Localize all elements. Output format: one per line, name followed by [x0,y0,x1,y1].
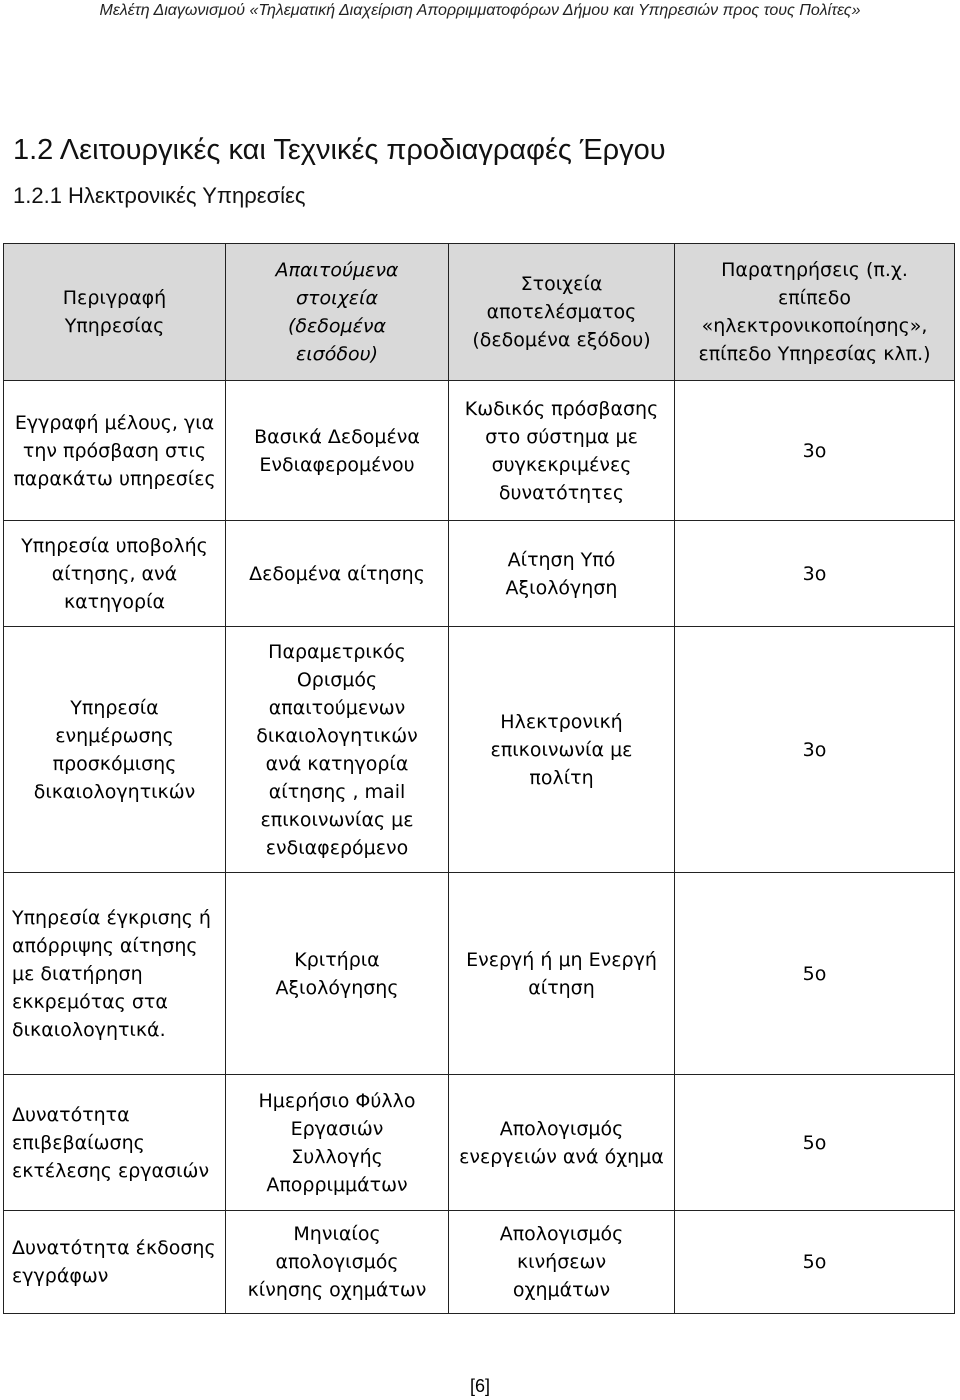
cell-input: Κριτήρια Αξιολόγησης [226,873,449,1075]
table-row [4,1211,955,1314]
header-cell-input: Απαιτούμενα στοιχεία (δεδομένα εισόδου) [226,244,449,381]
cell-level: 3ο [675,627,955,873]
cell-output: Ενεργή ή μη Ενεργή αίτηση [449,873,675,1075]
cell-description: Δυνατότητα επιβεβαίωσης εκτέλεσης εργασιών [4,1075,226,1211]
table-row [4,381,955,521]
header-cell-notes: Παρατηρήσεις (π.χ. επίπεδο «ηλεκτρονικοποίησης», επίπεδο Υπηρεσίας κλπ.) [675,244,955,381]
cell-input: Παραμετρικός Ορισμός απαιτούμενων δικαιολογητικών ανά κατηγορία αίτησης , mail επικοινωνίας με ενδιαφερόμενο [226,627,449,873]
cell-input: Δεδομένα αίτησης [226,521,449,627]
services-table [3,243,955,1314]
cell-description: Εγγραφή μέλους, για την πρόσβαση στις παρακάτω υπηρεσίες [4,381,226,521]
cell-input: Βασικά Δεδομένα Ενδιαφερομένου [226,381,449,521]
cell-description: Υπηρεσία υποβολής αίτησης, ανά κατηγορία [4,521,226,627]
header-cell-output: Στοιχεία αποτελέσματος (δεδομένα εξόδου) [449,244,675,381]
table-row [4,1075,955,1211]
cell-level: 5ο [675,1211,955,1314]
cell-input: Ημερήσιο Φύλλο Εργασιών Συλλογής Απορριμμάτων [226,1075,449,1211]
page-number: [6] [469,1376,490,1396]
cell-output: Κωδικός πρόσβασης στο σύστημα με συγκεκριμένες δυνατότητες [449,381,675,521]
table-header-row [4,244,955,381]
cell-output: Απολογισμός ενεργειών ανά όχημα [449,1075,675,1211]
cell-level: 5ο [675,1075,955,1211]
table-row [4,873,955,1075]
cell-output: Αίτηση Υπό Αξιολόγηση [449,521,675,627]
cell-level: 3ο [675,521,955,627]
cell-description: Δυνατότητα έκδοσης εγγράφων [4,1211,226,1314]
cell-output: Απολογισμός κινήσεων οχημάτων [449,1211,675,1314]
cell-level: 5ο [675,873,955,1075]
cell-description: Υπηρεσία έγκρισης ή απόρριψης αίτησης με διατήρηση εκκρεμότας στα δικαιολογητικά. [4,873,226,1075]
cell-input: Μηνιαίος απολογισμός κίνησης οχημάτων [226,1211,449,1314]
cell-output: Ηλεκτρονική επικοινωνία με πολίτη [449,627,675,873]
cell-description: Υπηρεσία ενημέρωσης προσκόμισης δικαιολογητικών [4,627,226,873]
table-row [4,627,955,873]
subsection-heading: 1.2.1 Ηλεκτρονικές Υπηρεσίες [13,183,306,208]
header-cell-description: Περιγραφή Υπηρεσίας [4,244,226,381]
cell-level: 3ο [675,381,955,521]
running-header: Μελέτη Διαγωνισμού «Τηλεματική Διαχείριση Απορριμματοφόρων Δήμου και Υπηρεσιών προς τους Πολίτες» [99,2,861,19]
section-heading: 1.2 Λειτουργικές και Τεχνικές προδιαγραφές Έργου [13,134,666,166]
table-row [4,521,955,627]
